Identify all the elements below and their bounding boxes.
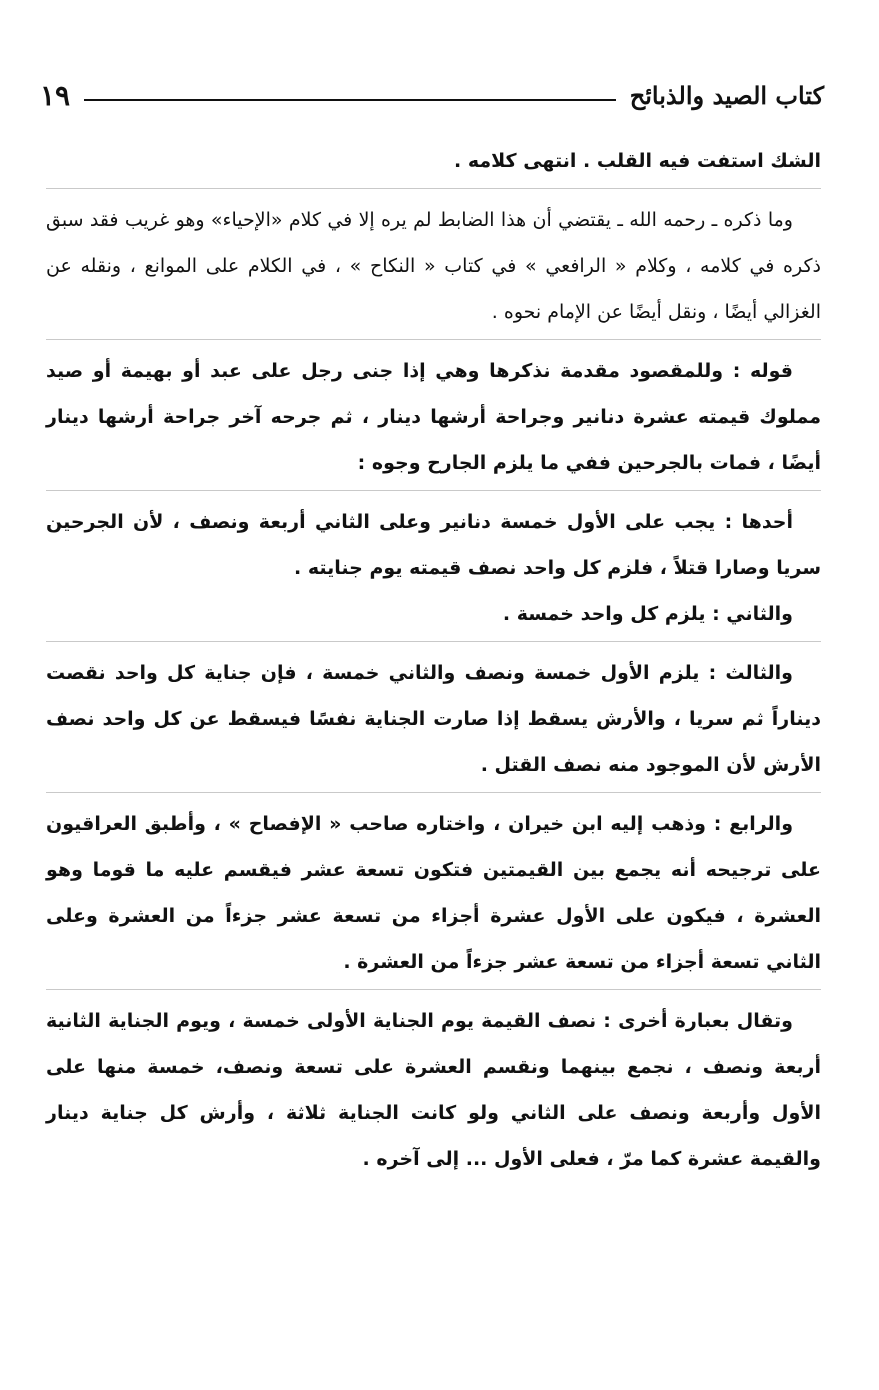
- paragraph: وتقال بعبارة أخرى : نصف القيمة يوم الجناية الأولى خمسة ، ويوم الجناية الثانية أربعة ونصف ، نجمع بينهما ونقسم العشرة على تسعة ونصف، خمسة منها على الأول وأربعة ونصف على الثاني ولو كانت الجناية ثلاثة ، وأرش كل جناية دينار والقيمة عشرة كما مرّ ، فعلى الأول ... إلى آخره .: [46, 989, 821, 1182]
- page-number: ١٩: [40, 79, 71, 112]
- paragraph: والثالث : يلزم الأول خمسة ونصف والثاني خمسة ، فإن جناية كل واحد نقصت ديناراً ثم سريا ، والأرش يسقط إذا صارت الجناية نفسًا فيسقط عن كل واحد نصف الأرش لأن الموجود منه نصف القتل .: [46, 641, 821, 788]
- running-head-title: كتاب الصيد والذبائح: [629, 81, 824, 110]
- paragraph: أحدها : يجب على الأول خمسة دنانير وعلى الثاني أربعة ونصف ، لأن الجرحين سريا وصارا قتلاً ، فلزم كل واحد نصف قيمته يوم جنايته .: [46, 490, 821, 591]
- paragraph: الشك استفت فيه القلب . انتهى كلامه .: [454, 150, 821, 172]
- header-rule: [84, 99, 616, 101]
- paragraph: وما ذكره ـ رحمه الله ـ يقتضي أن هذا الضابط لم يره إلا في كلام «الإحياء» وهو غريب فقد سبق ذكره في كلامه ، وكلام « الرافعي » في كتاب « النكاح » ، في الكلام على الموانع ، ونقله عن الغزالي أيضًا ، ونقل أيضًا عن الإمام نحوه .: [46, 188, 821, 335]
- body-text: [46, 138, 821, 1182]
- paragraph: قوله : وللمقصود مقدمة نذكرها وهي إذا جنى رجل على عبد أو بهيمة أو صيد مملوك قيمته عشرة دنانير وجراحة أرشها دينار ، ثم جرحه آخر جراحة أرشها دينار أيضًا ، فمات بالجرحين ففي ما يلزم الجارح وجوه :: [46, 339, 821, 486]
- running-head: [40, 72, 824, 120]
- paragraph: والرابع : وذهب إليه ابن خيران ، واختاره صاحب « الإفصاح » ، وأطبق العراقيون على ترجيحه أنه يجمع بين القيمتين فتكون تسعة عشر فيقسم عليه ما قوما وهو العشرة ، فيكون على الأول عشرة أجزاء من تسعة عشر جزءاً من العشرة وعلى الثاني تسعة أجزاء من تسعة عشر جزءاً من العشرة .: [46, 792, 821, 985]
- paragraph: والثاني : يلزم كل واحد خمسة .: [502, 603, 793, 625]
